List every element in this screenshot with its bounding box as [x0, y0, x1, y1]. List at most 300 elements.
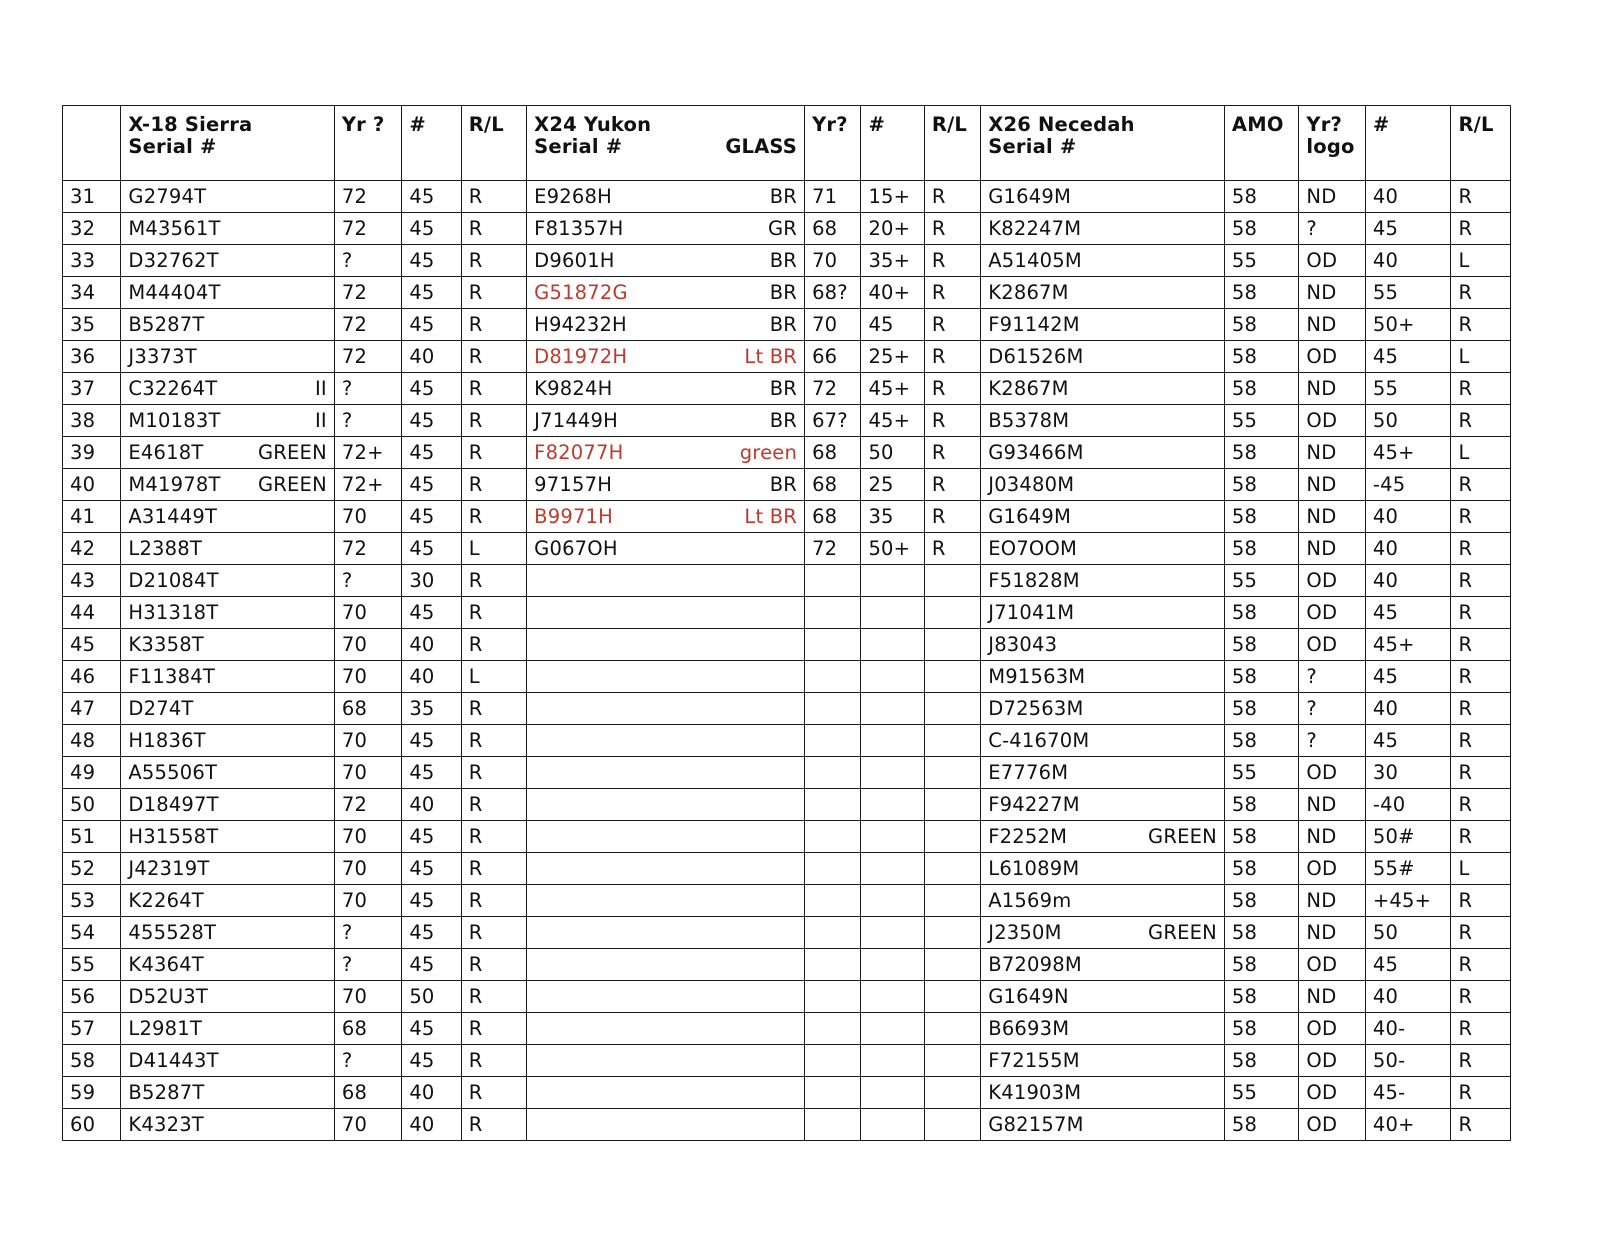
x24-yr — [805, 981, 861, 1013]
x26-yr-logo: ND — [1299, 437, 1365, 469]
x24-num — [861, 725, 924, 757]
x18-rl: L — [461, 661, 526, 693]
x24-num — [861, 661, 924, 693]
row-index: 41 — [63, 501, 121, 533]
row-index: 52 — [63, 853, 121, 885]
x24-yr — [805, 789, 861, 821]
x18-num: 45 — [402, 949, 461, 981]
x26-rl: L — [1451, 341, 1511, 373]
x26-num: 40 — [1365, 565, 1451, 597]
row-index: 60 — [63, 1109, 121, 1141]
x24-rl — [924, 565, 980, 597]
x24-yr: 71 — [805, 181, 861, 213]
x18-yr: ? — [334, 917, 401, 949]
x18-num: 45 — [402, 1045, 461, 1077]
x18-num: 45 — [402, 213, 461, 245]
row-index: 42 — [63, 533, 121, 565]
x24-num — [861, 1077, 924, 1109]
x26-yr-logo: ND — [1299, 277, 1365, 309]
x26-num: 45- — [1365, 1077, 1451, 1109]
table-row — [63, 629, 1511, 661]
x18-serial — [121, 821, 334, 853]
x26-yr-logo: OD — [1299, 1045, 1365, 1077]
header-x26-yr-logo — [1299, 106, 1365, 181]
x18-serial — [121, 725, 334, 757]
x24-serial — [527, 309, 805, 341]
x24-num: 50+ — [861, 533, 924, 565]
x26-rl: R — [1451, 373, 1511, 405]
x24-serial — [527, 181, 805, 213]
x26-serial — [981, 501, 1225, 533]
x18-serial — [121, 181, 334, 213]
x18-num: 45 — [402, 437, 461, 469]
x18-num: 40 — [402, 629, 461, 661]
x24-serial — [527, 1013, 805, 1045]
x26-yr-logo: ND — [1299, 373, 1365, 405]
x26-num: +45+ — [1365, 885, 1451, 917]
x24-num — [861, 1013, 924, 1045]
x24-rl: R — [924, 309, 980, 341]
x24-num: 35 — [861, 501, 924, 533]
x18-yr: 72 — [334, 181, 401, 213]
x18-yr: 68 — [334, 693, 401, 725]
x24-serial — [527, 725, 805, 757]
x26-serial — [981, 181, 1225, 213]
x26-num: 55# — [1365, 853, 1451, 885]
x26-amo: 58 — [1224, 789, 1299, 821]
x26-amo: 58 — [1224, 501, 1299, 533]
x18-yr: ? — [334, 1045, 401, 1077]
x24-num — [861, 885, 924, 917]
header-x18-rl: R/L — [461, 106, 526, 181]
x18-yr: ? — [334, 245, 401, 277]
x24-yr: 72 — [805, 533, 861, 565]
x24-serial-value: D81972H — [534, 345, 628, 368]
x18-rl: R — [461, 501, 526, 533]
x24-yr — [805, 885, 861, 917]
x26-yr-logo: OD — [1299, 949, 1365, 981]
header-x24-yukon-serial — [527, 106, 805, 181]
x26-num: 50 — [1365, 405, 1451, 437]
x26-serial-value: E7776M — [988, 761, 1069, 784]
x26-serial — [981, 405, 1225, 437]
table-row — [63, 469, 1511, 501]
x26-serial — [981, 565, 1225, 597]
x18-serial — [121, 1013, 334, 1045]
row-index: 38 — [63, 405, 121, 437]
x18-num: 45 — [402, 245, 461, 277]
x26-serial-value: J71041M — [988, 601, 1075, 624]
x18-rl: R — [461, 373, 526, 405]
x18-num: 45 — [402, 597, 461, 629]
x18-yr: 70 — [334, 1109, 401, 1141]
x26-num: 40 — [1365, 693, 1451, 725]
x24-rl — [924, 757, 980, 789]
x26-num: 40 — [1365, 181, 1451, 213]
table-row — [63, 917, 1511, 949]
x26-num: 40+ — [1365, 1109, 1451, 1141]
header-index — [63, 106, 121, 181]
x24-yr — [805, 917, 861, 949]
table-row — [63, 597, 1511, 629]
table-row — [63, 1013, 1511, 1045]
x26-amo: 58 — [1224, 853, 1299, 885]
x18-yr: 70 — [334, 853, 401, 885]
x26-yr-logo: OD — [1299, 1013, 1365, 1045]
x26-serial-value: EO7OOM — [988, 537, 1078, 560]
x26-yr-logo: OD — [1299, 245, 1365, 277]
x18-yr: 72+ — [334, 469, 401, 501]
x26-serial-value: G1649N — [988, 985, 1069, 1008]
x26-yr-logo: OD — [1299, 1077, 1365, 1109]
x24-serial — [527, 597, 805, 629]
x26-serial-tag: GREEN — [1148, 825, 1217, 848]
x18-num: 45 — [402, 821, 461, 853]
row-index: 54 — [63, 917, 121, 949]
x24-serial-value: B9971H — [534, 505, 614, 528]
x24-yr — [805, 853, 861, 885]
x24-num: 25 — [861, 469, 924, 501]
x24-rl — [924, 661, 980, 693]
header-x26-yr: Yr? — [1306, 113, 1343, 136]
x18-serial — [121, 757, 334, 789]
x18-serial-value: A55506T — [128, 761, 218, 784]
x24-serial — [527, 405, 805, 437]
x26-serial-value: K82247M — [988, 217, 1082, 240]
x18-serial — [121, 405, 334, 437]
x26-rl: R — [1451, 917, 1511, 949]
x18-rl: R — [461, 565, 526, 597]
x26-rl: R — [1451, 565, 1511, 597]
x26-num: 40 — [1365, 533, 1451, 565]
x24-num — [861, 1045, 924, 1077]
row-index: 48 — [63, 725, 121, 757]
x18-serial-value: D18497T — [128, 793, 219, 816]
x18-rl: R — [461, 341, 526, 373]
x24-rl — [924, 693, 980, 725]
x24-yr — [805, 693, 861, 725]
glass-type: BR — [769, 377, 798, 400]
x24-serial — [527, 533, 805, 565]
x26-serial — [981, 821, 1225, 853]
x24-yr: 72 — [805, 373, 861, 405]
x26-num: 45 — [1365, 341, 1451, 373]
x18-serial-value: E4618T — [128, 441, 204, 464]
row-index: 59 — [63, 1077, 121, 1109]
x26-amo: 58 — [1224, 693, 1299, 725]
x18-yr: 70 — [334, 629, 401, 661]
x18-num: 45 — [402, 181, 461, 213]
x18-yr: ? — [334, 405, 401, 437]
x18-num: 40 — [402, 661, 461, 693]
header-x18-yr: Yr ? — [334, 106, 401, 181]
x18-serial-value: F11384T — [128, 665, 215, 688]
glass-type: BR — [769, 409, 798, 432]
header-x26-subtitle: Serial # — [988, 135, 1077, 158]
x18-yr: 72 — [334, 789, 401, 821]
x18-serial — [121, 565, 334, 597]
x24-yr: 68 — [805, 469, 861, 501]
x26-serial-value: L61089M — [988, 857, 1080, 880]
x26-amo: 58 — [1224, 725, 1299, 757]
x24-rl — [924, 725, 980, 757]
x24-yr — [805, 1077, 861, 1109]
x26-rl: R — [1451, 661, 1511, 693]
x26-rl: R — [1451, 1109, 1511, 1141]
x26-serial — [981, 725, 1225, 757]
x26-rl: R — [1451, 309, 1511, 341]
x26-amo: 58 — [1224, 1109, 1299, 1141]
x26-yr-logo: OD — [1299, 565, 1365, 597]
x26-yr-logo: OD — [1299, 341, 1365, 373]
x24-yr — [805, 821, 861, 853]
x24-yr — [805, 725, 861, 757]
x26-yr-logo: ND — [1299, 789, 1365, 821]
glass-type: green — [739, 441, 798, 464]
glass-type: BR — [769, 249, 798, 272]
x26-rl: R — [1451, 597, 1511, 629]
x24-num — [861, 853, 924, 885]
x26-serial-value: G1649M — [988, 185, 1072, 208]
x26-amo: 58 — [1224, 437, 1299, 469]
x26-serial — [981, 1013, 1225, 1045]
x24-rl — [924, 917, 980, 949]
x26-serial-value: F91142M — [988, 313, 1080, 336]
serial-number-table — [62, 105, 1511, 1141]
table-row — [63, 1045, 1511, 1077]
x18-yr: 70 — [334, 725, 401, 757]
x18-rl: R — [461, 949, 526, 981]
x18-yr: 72 — [334, 341, 401, 373]
row-index: 35 — [63, 309, 121, 341]
row-index: 57 — [63, 1013, 121, 1045]
x26-rl: R — [1451, 821, 1511, 853]
x26-num: 45 — [1365, 661, 1451, 693]
x26-num: 40- — [1365, 1013, 1451, 1045]
x24-num: 45 — [861, 309, 924, 341]
x18-serial — [121, 949, 334, 981]
x26-rl: R — [1451, 629, 1511, 661]
x26-amo: 58 — [1224, 629, 1299, 661]
x24-rl — [924, 949, 980, 981]
x24-num — [861, 597, 924, 629]
x26-serial-value: M91563M — [988, 665, 1086, 688]
row-index: 56 — [63, 981, 121, 1013]
header-x18-title: X-18 Sierra — [128, 113, 253, 136]
table-row — [63, 245, 1511, 277]
x26-serial — [981, 629, 1225, 661]
x24-serial — [527, 213, 805, 245]
glass-type: BR — [769, 281, 798, 304]
x18-yr: ? — [334, 373, 401, 405]
row-index: 49 — [63, 757, 121, 789]
x18-num: 40 — [402, 1077, 461, 1109]
x18-serial — [121, 789, 334, 821]
table-row — [63, 821, 1511, 853]
x26-rl: R — [1451, 213, 1511, 245]
x18-num: 35 — [402, 693, 461, 725]
x18-serial — [121, 469, 334, 501]
header-x26-necedah-serial — [981, 106, 1225, 181]
x18-serial-value: C32264T — [128, 377, 218, 400]
x26-amo: 58 — [1224, 341, 1299, 373]
x18-serial-value: H31558T — [128, 825, 219, 848]
x26-yr-logo: ND — [1299, 181, 1365, 213]
row-index: 53 — [63, 885, 121, 917]
x26-amo: 58 — [1224, 469, 1299, 501]
x26-rl: R — [1451, 1077, 1511, 1109]
x18-rl: R — [461, 469, 526, 501]
x26-rl: R — [1451, 1045, 1511, 1077]
x24-serial — [527, 277, 805, 309]
x24-yr: 68 — [805, 437, 861, 469]
x18-serial — [121, 309, 334, 341]
x18-rl: R — [461, 693, 526, 725]
row-index: 33 — [63, 245, 121, 277]
table-row — [63, 533, 1511, 565]
x24-serial — [527, 917, 805, 949]
x26-rl: R — [1451, 789, 1511, 821]
x26-yr-logo: OD — [1299, 757, 1365, 789]
x26-yr-logo: ? — [1299, 725, 1365, 757]
x26-num: 50 — [1365, 917, 1451, 949]
x26-rl: R — [1451, 725, 1511, 757]
x26-serial — [981, 533, 1225, 565]
x18-serial-value: B5287T — [128, 1081, 205, 1104]
x24-serial — [527, 981, 805, 1013]
x24-serial — [527, 629, 805, 661]
x26-serial — [981, 949, 1225, 981]
table-row — [63, 885, 1511, 917]
x18-serial — [121, 341, 334, 373]
x26-serial — [981, 341, 1225, 373]
x18-num: 45 — [402, 405, 461, 437]
x18-rl: R — [461, 309, 526, 341]
x18-rl: R — [461, 245, 526, 277]
x24-serial — [527, 789, 805, 821]
x24-yr — [805, 1045, 861, 1077]
x26-rl: R — [1451, 533, 1511, 565]
x24-serial — [527, 501, 805, 533]
x18-rl: R — [461, 597, 526, 629]
x18-yr: 70 — [334, 885, 401, 917]
x24-num — [861, 1109, 924, 1141]
x18-num: 40 — [402, 1109, 461, 1141]
x18-serial — [121, 245, 334, 277]
x26-serial-value: D72563M — [988, 697, 1084, 720]
x18-num: 45 — [402, 469, 461, 501]
x24-yr: 68? — [805, 277, 861, 309]
x18-serial-value: D41443T — [128, 1049, 219, 1072]
x18-serial — [121, 373, 334, 405]
x24-yr: 70 — [805, 309, 861, 341]
header-x24-glass: GLASS — [725, 135, 798, 158]
x18-yr: 70 — [334, 501, 401, 533]
x26-amo: 55 — [1224, 245, 1299, 277]
x18-num: 45 — [402, 501, 461, 533]
x26-rl: L — [1451, 437, 1511, 469]
x18-serial-value: M44404T — [128, 281, 221, 304]
x26-num: 55 — [1365, 373, 1451, 405]
x18-serial — [121, 437, 334, 469]
x18-serial-value: M10183T — [128, 409, 221, 432]
x18-rl: R — [461, 789, 526, 821]
header-x18-num: # — [402, 106, 461, 181]
x18-num: 45 — [402, 917, 461, 949]
x18-serial-value: K3358T — [128, 633, 204, 656]
x26-num: 45 — [1365, 597, 1451, 629]
row-index: 45 — [63, 629, 121, 661]
x18-serial-value: H1836T — [128, 729, 206, 752]
table-row — [63, 565, 1511, 597]
x18-serial-value: L2388T — [128, 537, 202, 560]
x24-num: 40+ — [861, 277, 924, 309]
x24-serial — [527, 757, 805, 789]
x24-num — [861, 757, 924, 789]
x24-rl: R — [924, 373, 980, 405]
x26-serial — [981, 469, 1225, 501]
x24-serial-value: 97157H — [534, 473, 613, 496]
x18-yr: 72 — [334, 533, 401, 565]
x26-serial-value: F51828M — [988, 569, 1080, 592]
x18-num: 40 — [402, 789, 461, 821]
x18-serial-tag: GREEN — [257, 441, 327, 464]
x26-serial-value: B72098M — [988, 953, 1082, 976]
x18-serial-tag: II — [314, 377, 327, 400]
x26-yr-logo: ND — [1299, 533, 1365, 565]
x26-amo: 58 — [1224, 597, 1299, 629]
x26-serial — [981, 853, 1225, 885]
header-x24-title: X24 Yukon — [534, 113, 652, 136]
x26-serial-value: G93466M — [988, 441, 1084, 464]
x24-yr — [805, 661, 861, 693]
x18-serial — [121, 501, 334, 533]
x26-yr-logo: ND — [1299, 469, 1365, 501]
x18-yr: 70 — [334, 597, 401, 629]
x24-serial-value: G51872G — [534, 281, 628, 304]
glass-type: BR — [769, 185, 798, 208]
x18-serial — [121, 1109, 334, 1141]
x18-serial-value: K4364T — [128, 953, 204, 976]
x24-serial — [527, 885, 805, 917]
x26-yr-logo: ND — [1299, 885, 1365, 917]
x18-rl: R — [461, 885, 526, 917]
header-x24-subtitle: Serial # — [534, 135, 623, 158]
x18-yr: 68 — [334, 1013, 401, 1045]
x18-serial-value: D52U3T — [128, 985, 209, 1008]
x26-amo: 58 — [1224, 213, 1299, 245]
x24-yr — [805, 1013, 861, 1045]
x24-num — [861, 629, 924, 661]
header-x18-sierra-serial — [121, 106, 334, 181]
x18-rl: R — [461, 1013, 526, 1045]
x24-serial-value: D9601H — [534, 249, 615, 272]
x26-serial-value: D61526M — [988, 345, 1084, 368]
x26-serial-value: F72155M — [988, 1049, 1080, 1072]
x26-num: 50- — [1365, 1045, 1451, 1077]
x18-rl: R — [461, 629, 526, 661]
x24-yr: 68 — [805, 501, 861, 533]
x26-amo: 55 — [1224, 565, 1299, 597]
x26-amo: 58 — [1224, 373, 1299, 405]
x26-yr-logo: OD — [1299, 405, 1365, 437]
x18-rl: R — [461, 437, 526, 469]
x24-num — [861, 981, 924, 1013]
x18-serial — [121, 917, 334, 949]
table-row — [63, 725, 1511, 757]
x26-serial — [981, 917, 1225, 949]
row-index: 50 — [63, 789, 121, 821]
